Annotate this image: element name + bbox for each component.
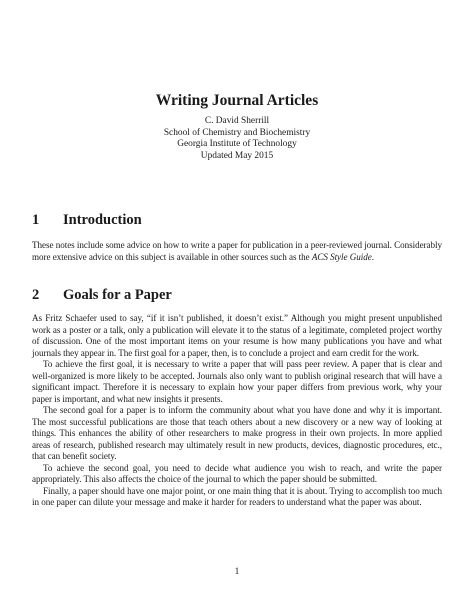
paragraph: As Fritz Schaefer used to say, “if it isn’t published, it doesn’t exist.” Although you might present unpublished work as a poster or a talk, only a publication will elevate it to the status of a legitimate, completed project worthy of discussion. One of the most important items on your resume is how many publications you have and what journals they appear in. The first goal for a paper, then, is to conclude a project and earn credit for the work. bbox=[32, 313, 442, 358]
section-heading bbox=[32, 212, 442, 229]
page-number: 1 bbox=[234, 567, 240, 577]
affiliation-school: School of Chemistry and Biochemistry bbox=[163, 127, 311, 138]
section-title: Introduction bbox=[63, 212, 142, 228]
section-number: 2 bbox=[32, 287, 40, 303]
section-title: Goals for a Paper bbox=[63, 287, 172, 303]
paragraph: The second goal for a paper is to inform the community about what you have done and why it is important. The most successful publications are those that teach others about a new discovery or a new way of looking at things. This enhances the ability of other researchers to make progress in their own projects. In more applied areas of research, published research may ultimately result in new products, devices, diagnostic procedures, etc., that can benefit society. bbox=[32, 405, 442, 461]
section-introduction bbox=[32, 212, 442, 263]
section-body bbox=[32, 313, 442, 509]
affiliation-institute: Georgia Institute of Technology bbox=[177, 139, 297, 150]
section-heading bbox=[32, 287, 442, 304]
section-number: 1 bbox=[32, 212, 40, 228]
emphasis-text: ACS Style Guide bbox=[311, 251, 372, 262]
paragraph-text-end: . bbox=[371, 251, 374, 262]
paragraph-text: These notes include some advice on how to write a paper for publication in a peer-reviewed journal. Considerably more extensive advice on this subject is available in other sources such as the bbox=[32, 240, 442, 262]
section-goals bbox=[32, 287, 442, 509]
paragraph bbox=[32, 240, 442, 263]
paragraph: To achieve the first goal, it is necessary to write a paper that will pass peer review. A paper that is clear and well-organized is more likely to be accepted. Journals also only want to publish original research that will have a significant impact. Therefore it is necessary to explain how your paper differs from previous work, why your paper is important, and what new insights it presents. bbox=[32, 359, 442, 404]
title-block bbox=[0, 92, 474, 162]
document-title: Writing Journal Articles bbox=[155, 92, 319, 109]
updated-date: Updated May 2015 bbox=[200, 150, 274, 161]
paragraph: Finally, a paper should have one major point, or one main thing that it is about. Trying to accomplish too much in one paper can dilute your message and make it harder for readers to understand what the paper was about. bbox=[32, 485, 442, 507]
paragraph: To achieve the second goal, you need to decide what audience you wish to reach, and write the paper appropriately. This also affects the choice of the journal to which the paper should be submitted. bbox=[32, 462, 442, 484]
author: C. David Sherrill bbox=[204, 116, 270, 126]
